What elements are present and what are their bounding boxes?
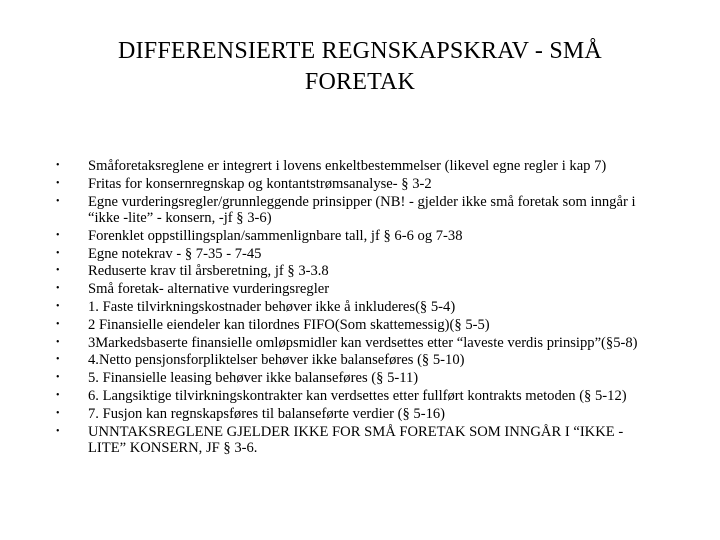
bullet-text: 1. Faste tilvirkningskostnader behøver ikke å inkluderes(§ 5-4) [88,298,456,315]
bullet-text: 7. Fusjon kan regnskapsføres til balanseførte verdier (§ 5-16) [88,405,446,422]
bullet-text: Egne vurderingsregler/grunnleggende prinsipper (NB! - gjelder ikke små foretak som inngår i “ikke -lite” - konsern, -jf § 3-6) [88,193,636,226]
list-item [56,176,656,192]
bullet-icon: • [56,425,60,437]
bullet-list [56,158,656,458]
bullet-icon: • [56,229,60,241]
bullet-icon: • [56,247,60,259]
list-item [56,281,656,297]
bullet-icon: • [56,195,60,207]
list-item [56,388,656,404]
list-item [56,335,656,351]
list-item [56,228,656,244]
list-item [56,158,656,174]
list-item [56,299,656,315]
list-item [56,406,656,422]
bullet-text: Reduserte krav til årsberetning, jf § 3-3.8 [88,263,329,280]
bullet-text: Småforetaksreglene er integrert i lovens enkeltbestemmelser (likevel egne regler i kap 7) [88,158,607,174]
bullet-icon: • [56,265,60,277]
list-item [56,246,656,262]
bullet-text: Egne notekrav - § 7-35 - 7-45 [88,245,262,262]
bullet-text: 3Markedsbaserte finansielle omløpsmidler kan verdsettes etter “laveste verdis prinsipp”(§5-8) [88,334,638,351]
bullet-text: 5. Finansielle leasing behøver ikke balanseføres (§ 5-11) [88,370,419,387]
bullet-icon: • [56,318,60,330]
list-item [56,370,656,386]
bullet-text: 4.Netto pensjonsforpliktelser behøver ikke balanseføres (§ 5-10) [88,352,465,369]
bullet-text: Fritas for konsernregnskap og kontantstrømsanalyse- § 3-2 [88,175,432,192]
list-item [56,194,656,227]
bullet-text: Små foretak- alternative vurderingsregler [88,281,330,298]
bullet-text: 6. Langsiktige tilvirkningskontrakter kan verdsettes etter fullført kontrakts metoden (§ 5-12) [88,387,627,404]
bullet-icon: • [56,372,60,384]
bullet-icon: • [56,407,60,419]
list-item [56,352,656,368]
bullet-icon: • [56,300,60,312]
bullet-text: Forenklet oppstillingsplan/sammenlignbare tall, jf § 6-6 og 7-38 [88,227,463,244]
bullet-icon: • [56,336,60,348]
bullet-icon: • [56,389,60,401]
bullet-icon: • [56,283,60,295]
bullet-text: UNNTAKSREGLENE GJELDER IKKE FOR SMÅ FORETAK SOM INNGÅR I “IKKE - LITE” KONSERN, JF § 3-6. [88,423,624,456]
list-item [56,317,656,333]
slide-title: DIFFERENSIERTE REGNSKAPSKRAV - SMÅ FORETAK [118,38,602,95]
bullet-icon: • [56,177,60,189]
list-item [56,263,656,279]
bullet-icon: • [56,160,60,171]
bullet-icon: • [56,354,60,366]
list-item [56,424,656,457]
bullet-text: 2 Finansielle eiendeler kan tilordnes FIFO(Som skattemessig)(§ 5-5) [88,316,490,333]
